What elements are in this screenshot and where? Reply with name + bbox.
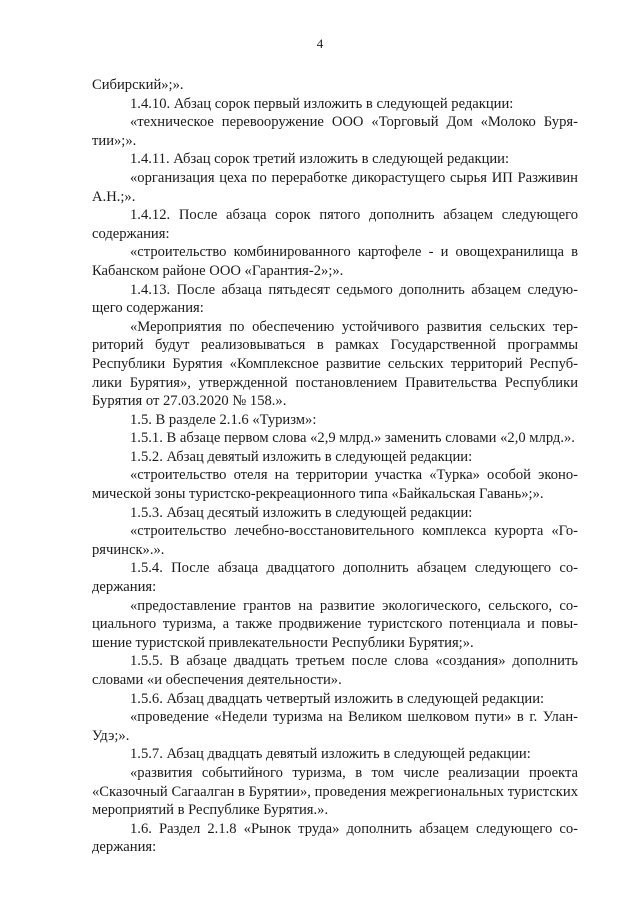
document-body xyxy=(92,76,578,857)
paragraph: 1.5. В разделе 2.1.6 «Туризм»: xyxy=(130,411,317,428)
paragraph: 1.5.6. Абзац двадцать четвертый изложить в следующей редакции: xyxy=(130,690,545,707)
paragraph: 1.5.5. В абзаце двадцать третьем после слова «создания» дополнить словами «и обеспечения деятельности». xyxy=(92,653,578,688)
paragraph: 1.5.1. В абзаце первом слова «2,9 млрд.» заменить словами «2,0 млрд.». xyxy=(130,430,575,447)
paragraph: «строительство комбинированного картофеле - и овощехранилища в Кабанском районе ООО «Гарантия-2»;». xyxy=(92,244,578,279)
paragraph: 1.4.13. После абзаца пятьдесят седьмого дополнить абзацем следующего содержания: xyxy=(92,281,578,317)
paragraph: «развития событийного туризма, в том числе реализации проекта «Сказочный Сагаалган в Бурятии», проведения межрегиональных туристских мероприятий в Республике Бурятия.». xyxy=(92,764,578,819)
paragraph: 1.5.2. Абзац девятый изложить в следующей редакции: xyxy=(130,448,473,465)
paragraph: 1.4.12. После абзаца сорок пятого дополнить абзацем следующего содержания: xyxy=(92,207,578,242)
paragraph: 1.5.3. Абзац десятый изложить в следующей редакции: xyxy=(130,504,473,521)
page-number: 4 xyxy=(316,36,324,51)
paragraph: «строительство лечебно-восстановительного комплекса курорта «Горячинск».». xyxy=(92,523,578,558)
paragraph: «проведение «Недели туризма на Великом шелковом пути» в г. Улан-Удэ;». xyxy=(92,709,578,744)
paragraph: 1.4.10. Абзац сорок первый изложить в следующей редакции: xyxy=(130,95,514,112)
paragraph: «предоставление грантов на развитие экологического, сельского, социального туризма, а также продвижение туристского потенциала и повышение туристской привлекательности Республики Бурятия;». xyxy=(92,597,578,651)
paragraph: Сибирский»;». xyxy=(92,77,184,93)
paragraph: «строительство отеля на территории участка «Турка» особой экономической зоны туристско-рекреационного типа «Байкальская Гавань»;». xyxy=(92,467,578,503)
paragraph: 1.4.11. Абзац сорок третий изложить в следующей редакции: xyxy=(130,151,510,168)
paragraph: 1.6. Раздел 2.1.8 «Рынок труда» дополнить абзацем следующего содержания: xyxy=(92,820,578,856)
paragraph: «организация цеха по переработке дикорастущего сырья ИП Разживин А.Н.;». xyxy=(92,169,578,205)
paragraph: 1.5.4. После абзаца двадцатого дополнить абзацем следующего содержания: xyxy=(92,560,578,596)
paragraph: «Мероприятия по обеспечению устойчивого развития сельских территорий будут реализовываться в рамках Государственной программы Республики Бурятия «Комплексное развитие сельских территорий Республики Бурятия», утвержденной постановлением Правительства Республики Бурятия от 27.03.2020 № 158.». xyxy=(92,318,578,410)
paragraph: 1.5.7. Абзац двадцать девятый изложить в следующей редакции: xyxy=(130,746,531,763)
paragraph: «техническое перевооружение ООО «Торговый Дом «Молоко Бурятии»;». xyxy=(92,114,578,149)
